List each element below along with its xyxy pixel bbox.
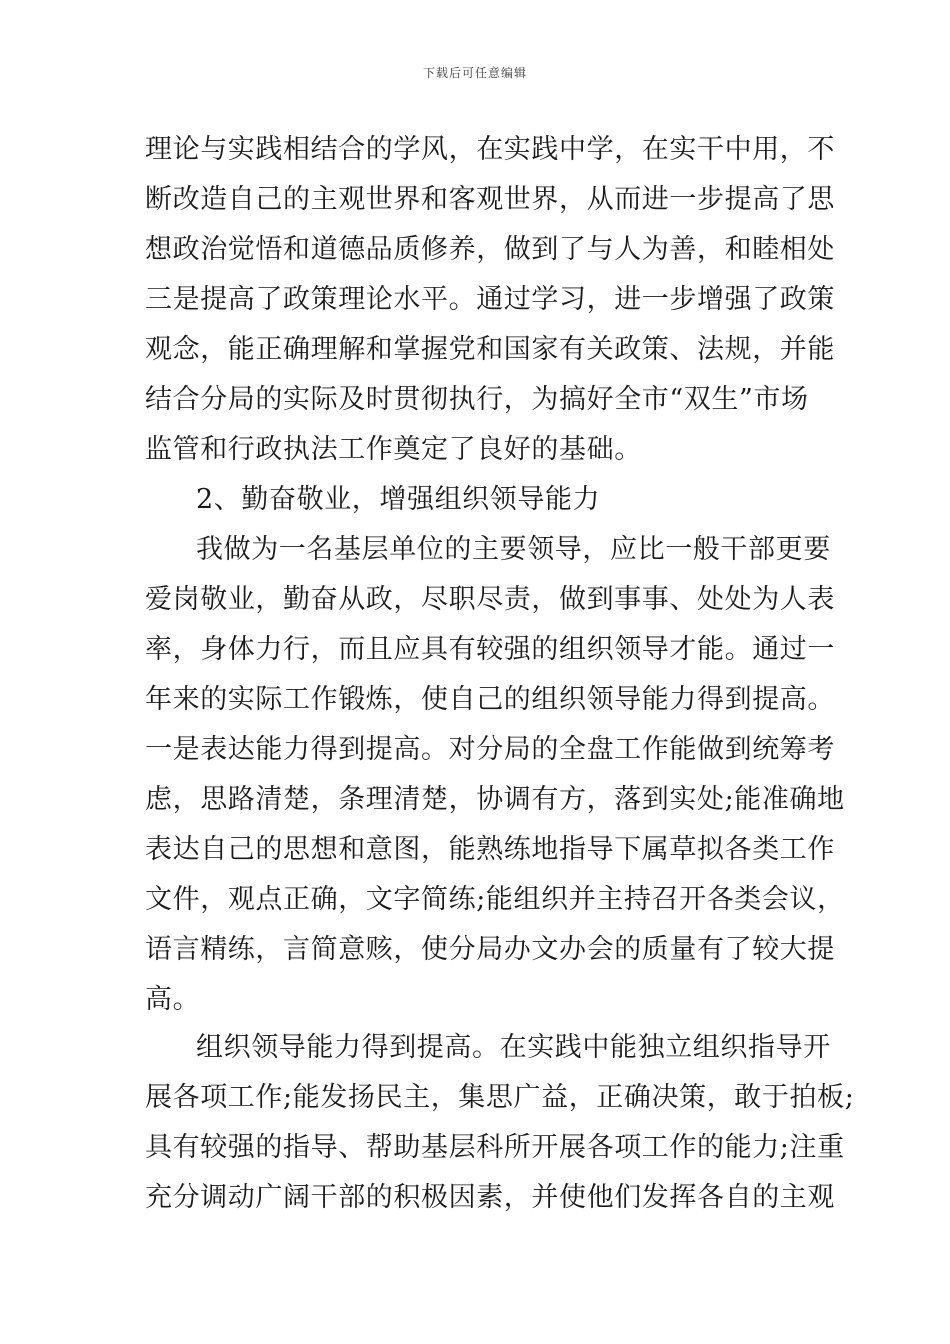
text-line-7: 监管和行政执法工作奠定了良好的基础。	[145, 434, 642, 465]
text-line-10: 爱岗敬业，勤奋从政，尽职尽责，做到事事、处处为人表	[145, 584, 835, 615]
text-line-3: 想政治觉悟和道德品质修养，做到了与人为善，和睦相处	[145, 234, 835, 265]
text-line-9: 我做为一名基层单位的主要领导，应比一般干部更要	[196, 534, 831, 565]
text-line-2: 断改造自己的主观世界和客观世界，从而进一步提高了思	[145, 184, 835, 215]
text-line-19: 组织领导能力得到提高。在实践中能独立组织指导开	[196, 1032, 831, 1063]
text-line-15: 表达自己的思想和意图，能熟练地指导下属草拟各类工作	[145, 834, 835, 865]
text-line-11: 率，身体力行，而且应具有较强的组织领导才能。通过一	[145, 634, 835, 665]
text-line-4: 三是提高了政策理论水平。通过学习，进一步增强了政策	[145, 284, 835, 315]
text-line-22: 充分调动广阔干部的积极因素，并使他们发挥各自的主观	[145, 1182, 835, 1213]
section-heading: 2、勤奋敬业，增强组织领导能力	[196, 484, 601, 515]
text-line-18: 高。	[145, 984, 201, 1015]
text-line-6: 结合分局的实际及时贯彻执行，为搞好全市“双生”市场	[145, 384, 809, 415]
text-line-20: 展各项工作;能发扬民主，集思广益，正确决策，敢于拍板;	[145, 1082, 855, 1113]
text-line-17: 语言精练，言简意赅，使分局办文办会的质量有了较大提	[145, 934, 835, 965]
text-line-21: 具有较强的指导、帮助基层科所开展各项工作的能力;注重	[145, 1132, 845, 1163]
text-line-1: 理论与实践相结合的学风，在实践中学，在实干中用，不	[145, 134, 835, 165]
text-line-14: 虑，思路清楚，条理清楚，协调有方，落到实处;能准确地	[145, 784, 845, 815]
text-line-13: 一是表达能力得到提高。对分局的全盘工作能做到统筹考	[145, 734, 835, 765]
text-line-16: 文件，观点正确，文字简练;能组织并主持召开各类会议，	[145, 884, 845, 915]
text-line-5: 观念，能正确理解和掌握党和国家有关政策、法规，并能	[145, 334, 835, 365]
text-line-12: 年来的实际工作锻炼，使自己的组织领导能力得到提高。	[145, 684, 835, 715]
page-header: 下载后可任意编辑	[422, 66, 527, 80]
